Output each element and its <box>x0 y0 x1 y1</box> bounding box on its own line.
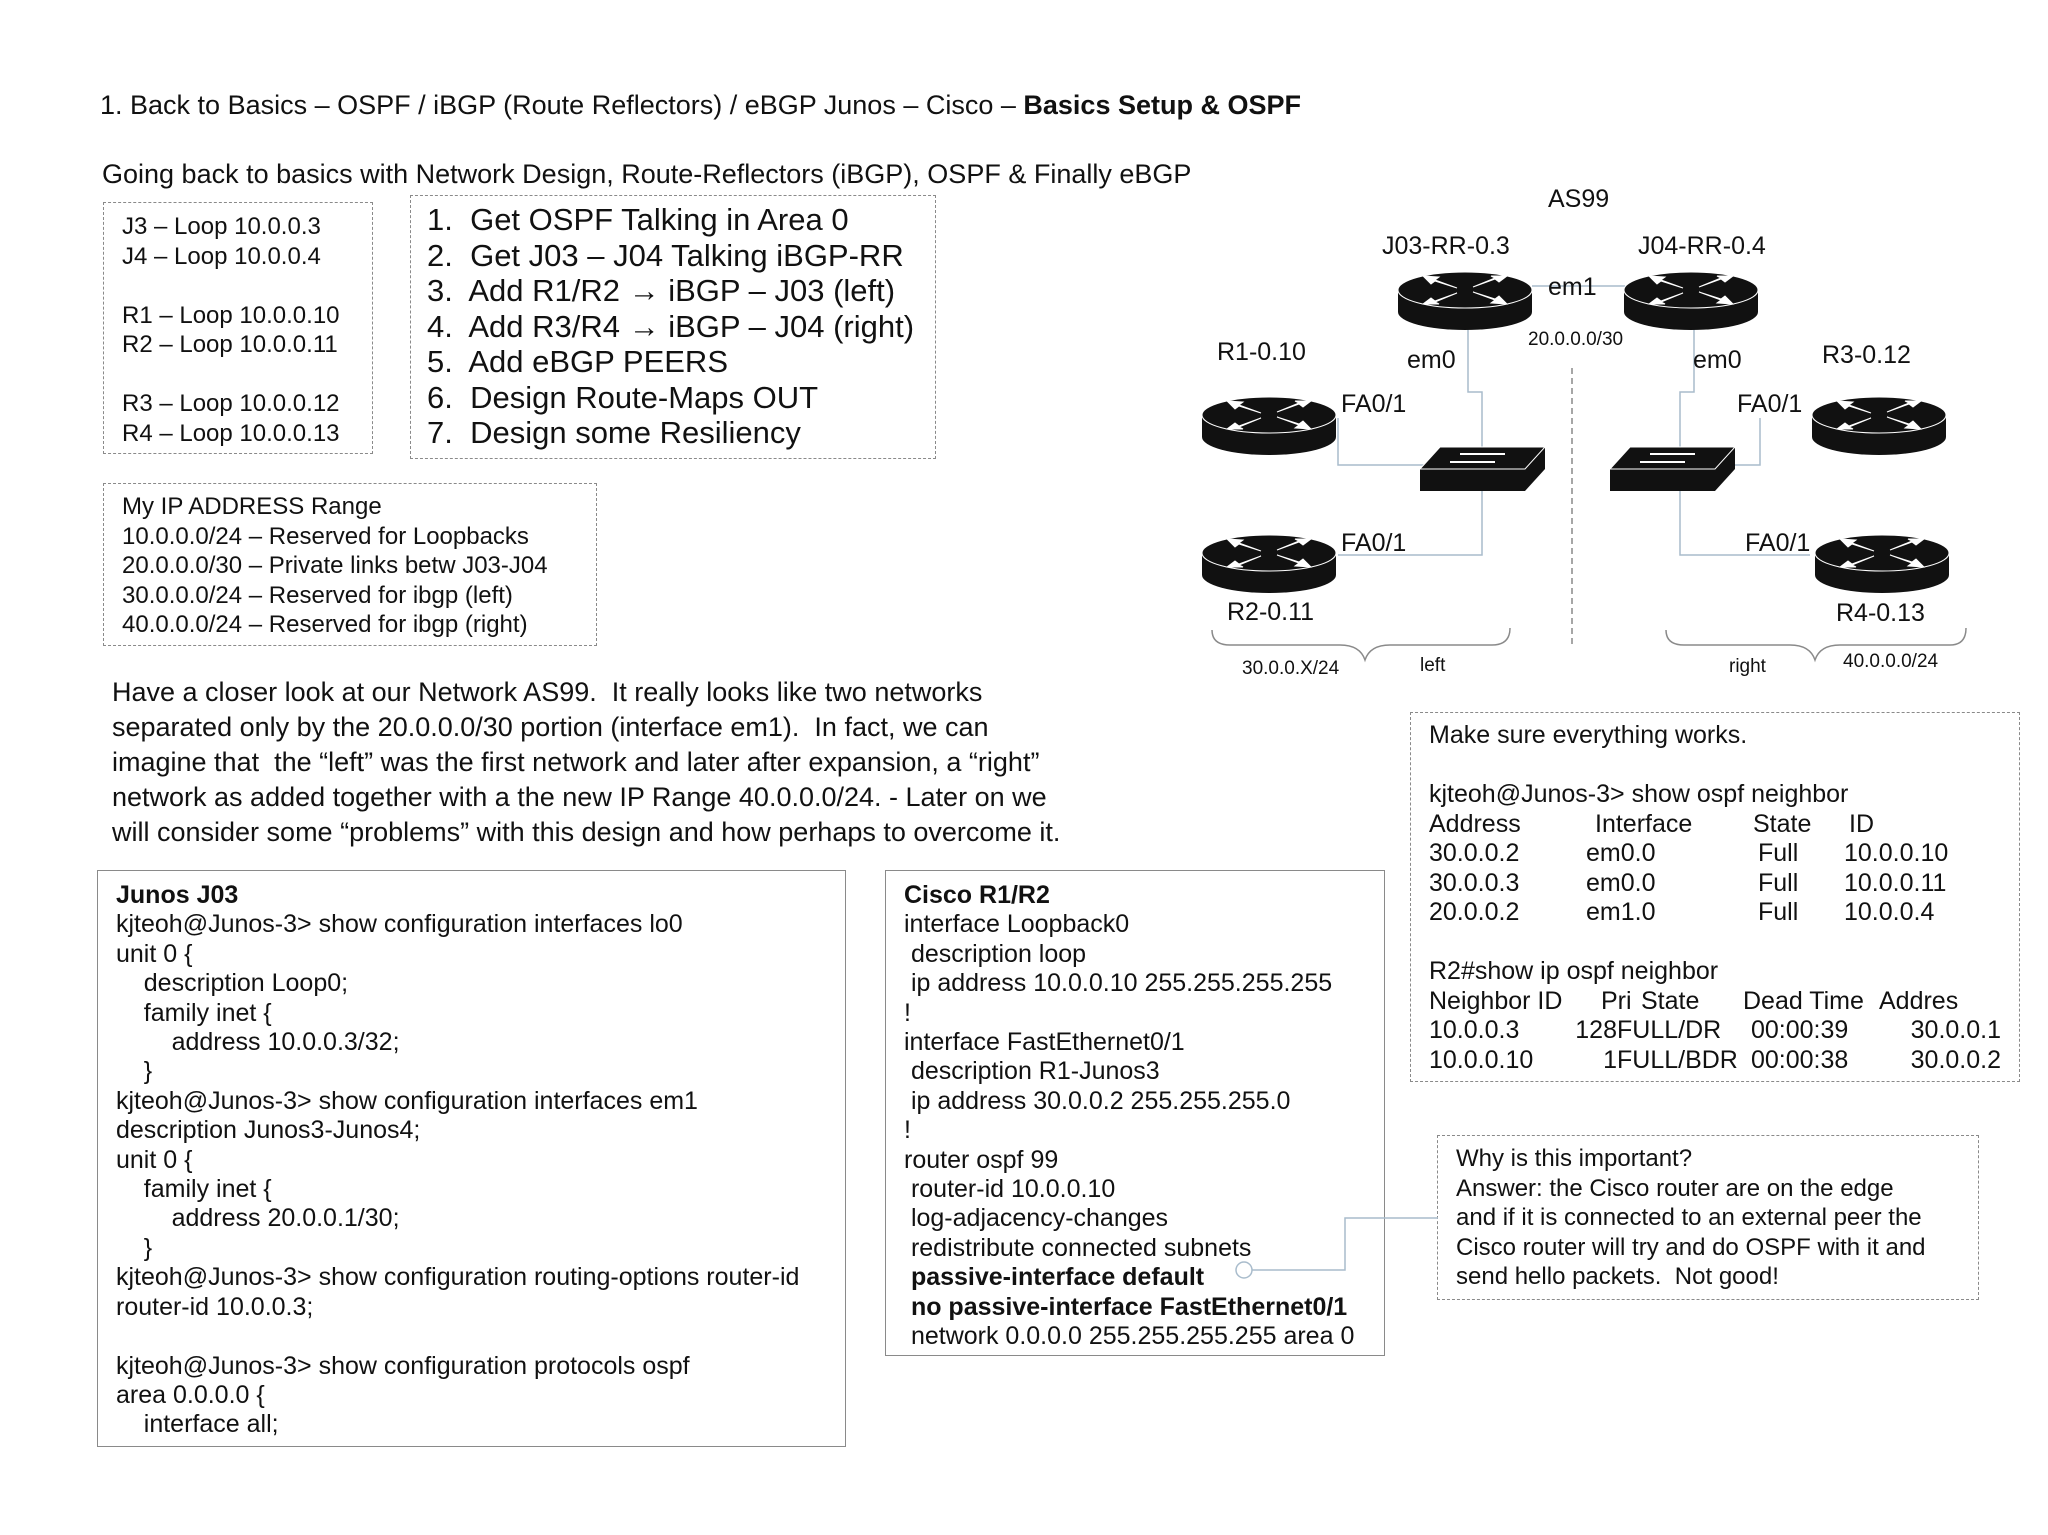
cisco-config-line: ip address 10.0.0.10 255.255.255.255 <box>904 969 1333 998</box>
cisco-bold-line: no passive-interface FastEthernet0/1 <box>904 1292 1348 1321</box>
left-brace <box>1212 628 1510 660</box>
label-fa-r3: FA0/1 <box>1737 390 1803 418</box>
paragraph-line: will consider some “problems” with this design and how perhaps to overcome it. <box>112 817 1061 847</box>
ip-range-line: 10.0.0.0/24 – Reserved for Loopbacks <box>122 522 529 550</box>
router-j04-icon <box>1624 272 1758 330</box>
why-line: send hello packets. Not good! <box>1456 1263 1779 1290</box>
table-cell: 30.0.0.3 <box>1429 868 1520 897</box>
step-item: 5. Add eBGP PEERS <box>427 344 728 379</box>
switch-left-icon <box>1420 447 1545 491</box>
label-em1: em1 <box>1548 273 1597 301</box>
junos-config-line: } <box>116 1057 153 1086</box>
why-line: and if it is connected to an external peer the <box>1456 1204 1922 1231</box>
junos-heading: Junos J03 <box>116 881 239 909</box>
junos-config-line: description Junos3-Junos4; <box>116 1116 421 1145</box>
step-item: 6. Design Route-Maps OUT <box>427 379 819 415</box>
paragraph-line: network as added together with a the new IP Range 40.0.0.0/24. - Later on we <box>112 782 1047 812</box>
table-cell: 10.0.0.10 <box>1844 839 1949 867</box>
table-cell: Full <box>1758 868 1799 897</box>
label-r3: R3-0.12 <box>1822 341 1911 369</box>
table-cell: State <box>1753 809 1812 838</box>
table-cell: 30.0.0.2 <box>1910 1045 2001 1074</box>
cisco-bold-line: passive-interface default <box>904 1263 1205 1292</box>
table-cell: Interface <box>1595 809 1693 838</box>
why-line: Answer: the Cisco router are on the edge <box>1456 1174 1894 1202</box>
junos-config-line: kjteoh@Junos-3> show configuration routing-options router-id <box>116 1263 800 1292</box>
cisco-config-line: ! <box>904 1116 911 1145</box>
table-cell: Pri <box>1601 986 1632 1015</box>
junos-config-line: kjteoh@Junos-3> show configuration interfaces em1 <box>116 1086 698 1115</box>
table-cell: 20.0.0.2 <box>1429 898 1520 926</box>
table-cell: Address <box>1429 809 1521 838</box>
junos-config-line: } <box>116 1233 153 1262</box>
table-cell: Neighbor ID <box>1429 986 1563 1015</box>
paragraph-line: imagine that the “left” was the first network and later after expansion, a “right” <box>112 747 1040 777</box>
junos-config-line: unit 0 { <box>116 1145 193 1174</box>
step-item: 4. Add R3/R4 → iBGP – J04 (right) <box>427 308 915 344</box>
label-fa-r4: FA0/1 <box>1745 529 1811 557</box>
paragraph-line: Have a closer look at our Network AS99. It really looks like two networks <box>112 677 983 707</box>
cisco-config-line: redistribute connected subnets <box>904 1233 1252 1262</box>
title-bold: Basics Setup & OSPF <box>1023 90 1301 120</box>
table-cell: 1 <box>1603 1045 1617 1074</box>
table-cell: Addres <box>1879 986 1959 1015</box>
label-left-net: 30.0.0.X/24 <box>1242 658 1340 679</box>
page-subtitle: Going back to basics with Network Design, Route-Reflectors (iBGP), OSPF & Finally eBGP <box>102 159 1192 189</box>
cisco-config-line: log-adjacency-changes <box>904 1204 1169 1233</box>
table-cell: 128 <box>1575 1016 1617 1044</box>
label-right-net: 40.0.0.0/24 <box>1843 651 1939 672</box>
table-cell: 30.0.0.2 <box>1429 839 1520 867</box>
router-r1-icon <box>1202 397 1336 455</box>
junos-config-line: interface all; <box>116 1410 279 1439</box>
cisco-heading: Cisco R1/R2 <box>904 881 1050 909</box>
step-item: 7. Design some Resiliency <box>427 415 801 450</box>
router-j03-icon <box>1398 272 1532 330</box>
step-item: 3. Add R1/R2 → iBGP – J03 (left) <box>427 273 896 308</box>
label-r4: R4-0.13 <box>1836 599 1925 627</box>
label-fa-r2: FA0/1 <box>1341 529 1407 557</box>
table-cell: State <box>1641 986 1700 1015</box>
title-prefix: 1. Back to Basics – OSPF / iBGP (Route Reflectors) / eBGP Junos – Cisco – <box>100 90 1024 120</box>
junos-config-line: address 10.0.0.3/32; <box>116 1028 400 1057</box>
table-cell: Full <box>1758 839 1799 867</box>
step-item: 1. Get OSPF Talking in Area 0 <box>427 202 849 237</box>
cisco-config-line: router-id 10.0.0.10 <box>904 1175 1116 1204</box>
step-item: 2. Get J03 – J04 Talking iBGP-RR <box>427 237 904 273</box>
cisco-last-line: network 0.0.0.0 255.255.255.255 area 0 <box>904 1322 1355 1351</box>
verify-cmd2: R2#show ip ospf neighbor <box>1429 957 1719 985</box>
table-cell: em1.0 <box>1586 898 1656 926</box>
as-label: AS99 <box>1548 185 1610 213</box>
cisco-config-line: interface Loopback0 <box>904 910 1130 939</box>
junos-config-line: description Loop0; <box>116 969 349 998</box>
cisco-config-line: ! <box>904 998 911 1027</box>
cisco-config-line: description R1-Junos3 <box>904 1057 1160 1086</box>
junos-config-line: kjteoh@Junos-3> show configuration protocols ospf <box>116 1351 690 1380</box>
label-left: left <box>1420 655 1446 676</box>
table-cell: 30.0.0.1 <box>1910 1016 2001 1044</box>
cisco-config-line: interface FastEthernet0/1 <box>904 1028 1185 1057</box>
table-cell: em0.0 <box>1586 839 1656 867</box>
label-j03: J03-RR-0.3 <box>1382 232 1510 260</box>
table-cell: 10.0.0.11 <box>1844 868 1947 897</box>
table-cell: 10.0.0.4 <box>1844 898 1935 926</box>
loopback-line: J3 – Loop 10.0.0.3 <box>122 213 321 240</box>
table-cell: ID <box>1849 809 1874 838</box>
label-em0-left: em0 <box>1407 346 1456 374</box>
why-line: Cisco router will try and do OSPF with it and <box>1456 1233 1926 1261</box>
cisco-config-line: ip address 30.0.0.2 255.255.255.0 <box>904 1086 1291 1115</box>
verify-intro: Make sure everything works. <box>1429 721 1748 749</box>
ip-range-line: 30.0.0.0/24 – Reserved for ibgp (left) <box>122 581 513 609</box>
table-cell: 10.0.0.10 <box>1429 1045 1534 1074</box>
verify-cmd1: kjteoh@Junos-3> show ospf neighbor <box>1429 780 1849 808</box>
label-link-net: 20.0.0.0/30 <box>1528 329 1624 350</box>
loopback-line: R3 – Loop 10.0.0.12 <box>122 390 340 417</box>
table-cell: 00:00:39 <box>1751 1016 1849 1044</box>
loopback-line: R4 – Loop 10.0.0.13 <box>122 419 340 447</box>
router-r4-icon <box>1815 535 1949 593</box>
junos-config-line: router-id 10.0.0.3; <box>116 1292 314 1321</box>
table-cell: Dead Time <box>1743 986 1864 1015</box>
loopback-line: J4 – Loop 10.0.0.4 <box>122 242 321 270</box>
junos-config-line: unit 0 { <box>116 939 193 968</box>
table-cell: Full <box>1758 898 1799 926</box>
junos-config-line: kjteoh@Junos-3> show configuration interfaces lo0 <box>116 910 683 939</box>
paragraph-line: separated only by the 20.0.0.0/30 portion (interface em1). In fact, we can <box>112 712 989 742</box>
cisco-config-line: description loop <box>904 939 1087 968</box>
ip-range-line: 40.0.0.0/24 – Reserved for ibgp (right) <box>122 611 528 638</box>
switch-right-icon <box>1610 447 1735 491</box>
label-fa-r1: FA0/1 <box>1341 390 1407 418</box>
router-r3-icon <box>1812 397 1946 455</box>
table-cell: em0.0 <box>1586 868 1656 897</box>
ip-range-line: 20.0.0.0/30 – Private links betw J03-J04 <box>122 552 548 579</box>
label-r1: R1-0.10 <box>1217 338 1306 366</box>
table-cell: FULL/BDR <box>1617 1045 1738 1074</box>
loopback-line: R2 – Loop 10.0.0.11 <box>122 331 338 358</box>
loopback-line: R1 – Loop 10.0.0.10 <box>122 301 340 329</box>
table-cell: FULL/DR <box>1617 1016 1722 1044</box>
junos-config-line: address 20.0.0.1/30; <box>116 1204 400 1233</box>
label-right: right <box>1729 656 1766 677</box>
ip-range-line: My IP ADDRESS Range <box>122 493 382 520</box>
label-em0-right: em0 <box>1693 346 1742 374</box>
junos-config-line: family inet { <box>116 998 272 1027</box>
junos-config-line: area 0.0.0.0 { <box>116 1380 265 1409</box>
junos-config-line: family inet { <box>116 1175 272 1204</box>
table-cell: 10.0.0.3 <box>1429 1016 1520 1044</box>
why-line: Why is this important? <box>1456 1145 1693 1172</box>
cisco-config-line: router ospf 99 <box>904 1145 1059 1174</box>
label-j04: J04-RR-0.4 <box>1638 232 1766 260</box>
table-cell: 00:00:38 <box>1751 1045 1849 1074</box>
label-r2: R2-0.11 <box>1227 598 1315 626</box>
router-r2-icon <box>1202 535 1336 593</box>
